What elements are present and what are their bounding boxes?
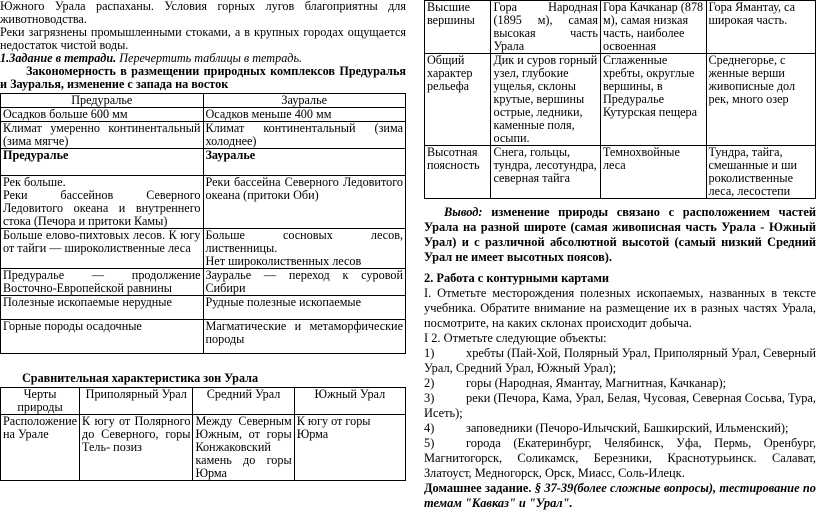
table-3-cell: Гора Народная (1895 м), самая высокая часть Урала [491,1,600,54]
table-2-cell: Расположение на Урале [1,415,80,481]
table-3-cell: Гора Качканар (878 м), самая низкая часть, наиболее освоенная [600,1,706,54]
table-1-cell: Осадков меньше 400 мм [203,108,406,122]
homework [424,481,816,511]
table-3-cell: Тундра, тайга, смешанные и ши роколиственные леса, лесостепи [706,146,816,199]
list-item-text: хребты (Пай-Хой, Полярный Урал, Приполярный Урал, Северный Урал, Средний Урал, Южный Урал); [424,346,816,375]
list-item-number: 4) [424,421,435,435]
table-1-cell: Больше сосновых лесов, лиственницы. Нет широколиственных лесов [203,229,406,269]
task-1-number: 1. [0,51,10,65]
table-3-cell: Дик и суров горный узел, глубокие ущелья, склоны крутые, вершины острые, ледники, каменные поля, осыпи. [491,54,600,146]
conclusion-text: изменение природы связано с расположением частей Урала на разной широте (самая живописная часть Урала - Южный Урал) и с различной абсолютной высотой (самый низкий Средний Урал не имеет высотных поясов). [424,205,816,264]
left-column [0,0,406,481]
table-1-cell: Магматические и метаморфические породы [203,320,406,354]
zones-table-continued [424,0,816,199]
intro-paragraph-1: Южного Урала распаханы. Условия горных лугов благоприятны для животноводства. [0,0,406,26]
table-1-cell: Предуралье — продолжение Восточно-Европейской равнины [1,269,204,296]
table-1-header-west: Предуралье [1,94,204,108]
list-item [424,421,816,436]
table-2-header: Черты природы [1,388,80,415]
list-item-number: 1) [424,346,435,360]
comparison-table-2 [0,387,406,481]
task-1-bold: Задание в тетради. [9,51,117,65]
list-item [424,346,816,376]
table-3-cell: Высотная поясность [425,146,491,199]
table-3-cell: Высшие вершины [425,1,491,54]
table-1-cell: Больше елово-пихтовых лесов. К югу от тайги — широколиственные леса [1,229,204,269]
task-2-paragraph-1: I. Отметьте месторождения полезных ископаемых, названных в тексте учебника. Обратите внимание на размещение их в разных частях Урала, посмотрите, на каких склонах происходит добыча. [424,286,816,330]
table-3-cell: Общий характер рельефа [425,54,491,146]
list-item [424,376,816,391]
homework-text: § 37-39(более сложные вопросы), тестирование по темам "Кавказ" и "Урал". [424,481,816,510]
comparison-table-1 [0,93,406,354]
task-2-title: 2. Работа с контурными картами [424,271,610,285]
list-item [424,436,816,481]
task-1-rest: Перечертить таблицы в тетрадь. [116,51,303,65]
homework-label: Домашнее задание. [424,481,532,495]
list-item-number: 2) [424,376,435,390]
table-2-cell: К югу от Полярного до Северного, горы Тель- позиз [80,415,193,481]
table-2-header: Средний Урал [193,388,294,415]
table-3-cell: Гора Ямантау, са широкая часть. [706,1,816,54]
list-item-number: 3) [424,391,435,405]
objects-list [424,346,816,481]
table-3-cell: Снега, гольцы, тундра, лесотундра, северная тайга [491,146,600,199]
list-item-number: 5) [424,436,435,450]
table-1-subheader: Зауралье [203,149,406,176]
table-1-header-east: Зауралье [203,94,406,108]
list-item-text: горы (Народная, Ямантау, Магнитная, Качканар); [466,376,727,390]
list-item-text: реки (Печора, Кама, Урал, Белая, Чусовая, Северная Сосьва, Тура, Исеть); [424,391,816,420]
table-3-cell: Темнохвойные леса [600,146,706,199]
table-1-title: Закономерность в размещении природных комплексов Предуралья и Зауралья, изменение с запада на восток [0,64,406,91]
table-2-cell: К югу от горы Юрма [294,415,405,481]
table-2-header: Южный Урал [294,388,405,415]
table-1-cell: Климат умеренно континентальный (зима мягче) [1,122,204,149]
table-1-subheader: Предуралье [1,149,204,176]
right-column [424,0,816,511]
conclusion-label: Вывод: [444,205,483,219]
table-1-cell: Рек больше. Реки бассейнов Северного Ледовитого океана и внутреннего стока (Печора и притоки Камы) [1,176,204,229]
list-item-text: города (Екатеринбург, Челябинск, Уфа, Пермь, Оренбург, Магнитогорск, Соликамск, Березники, Краснотурьинск. Салават, Златоуст, Медногорск, Орск, Миасс, Соль-Илецк. [424,436,816,480]
table-2-header: Приполярный Урал [80,388,193,415]
table-1-cell: Рудные полезные ископаемые [203,296,406,320]
task-2-paragraph-2: I 2. Отметьте следующие объекты: [424,331,607,345]
table-1-cell: Полезные ископаемые нерудные [1,296,204,320]
table-1-cell: Осадков больше 600 мм [1,108,204,122]
table-1-cell: Реки бассейна Северного Ледовитого океана (притоки Оби) [203,176,406,229]
table-2-title: Сравнительная характеристика зон Урала [22,371,259,385]
list-item [424,391,816,421]
conclusion [424,205,816,265]
intro-paragraph-2: Реки загрязнены промышленными стоками, а в крупных городах ощущается недостаток чистой воды. [0,25,406,52]
table-3-cell: Среднегорье, с женные верши живописные дол рек, много озер [706,54,816,146]
table-2-cell: Между Северным Южным, от горы Конжаковский камень до горы Юрма [193,415,294,481]
table-1-cell: Горные породы осадочные [1,320,204,354]
list-item-text: заповедники (Печоро-Илычский, Башкирский, Ильменский); [466,421,789,435]
table-3-cell: Сглаженные хребты, округлые вершины, в Предуралье Кутурская пещера [600,54,706,146]
table-1-cell: Зауралье — переход к суровой Сибири [203,269,406,296]
table-1-cell: Климат континентальный (зима холоднее) [203,122,406,149]
